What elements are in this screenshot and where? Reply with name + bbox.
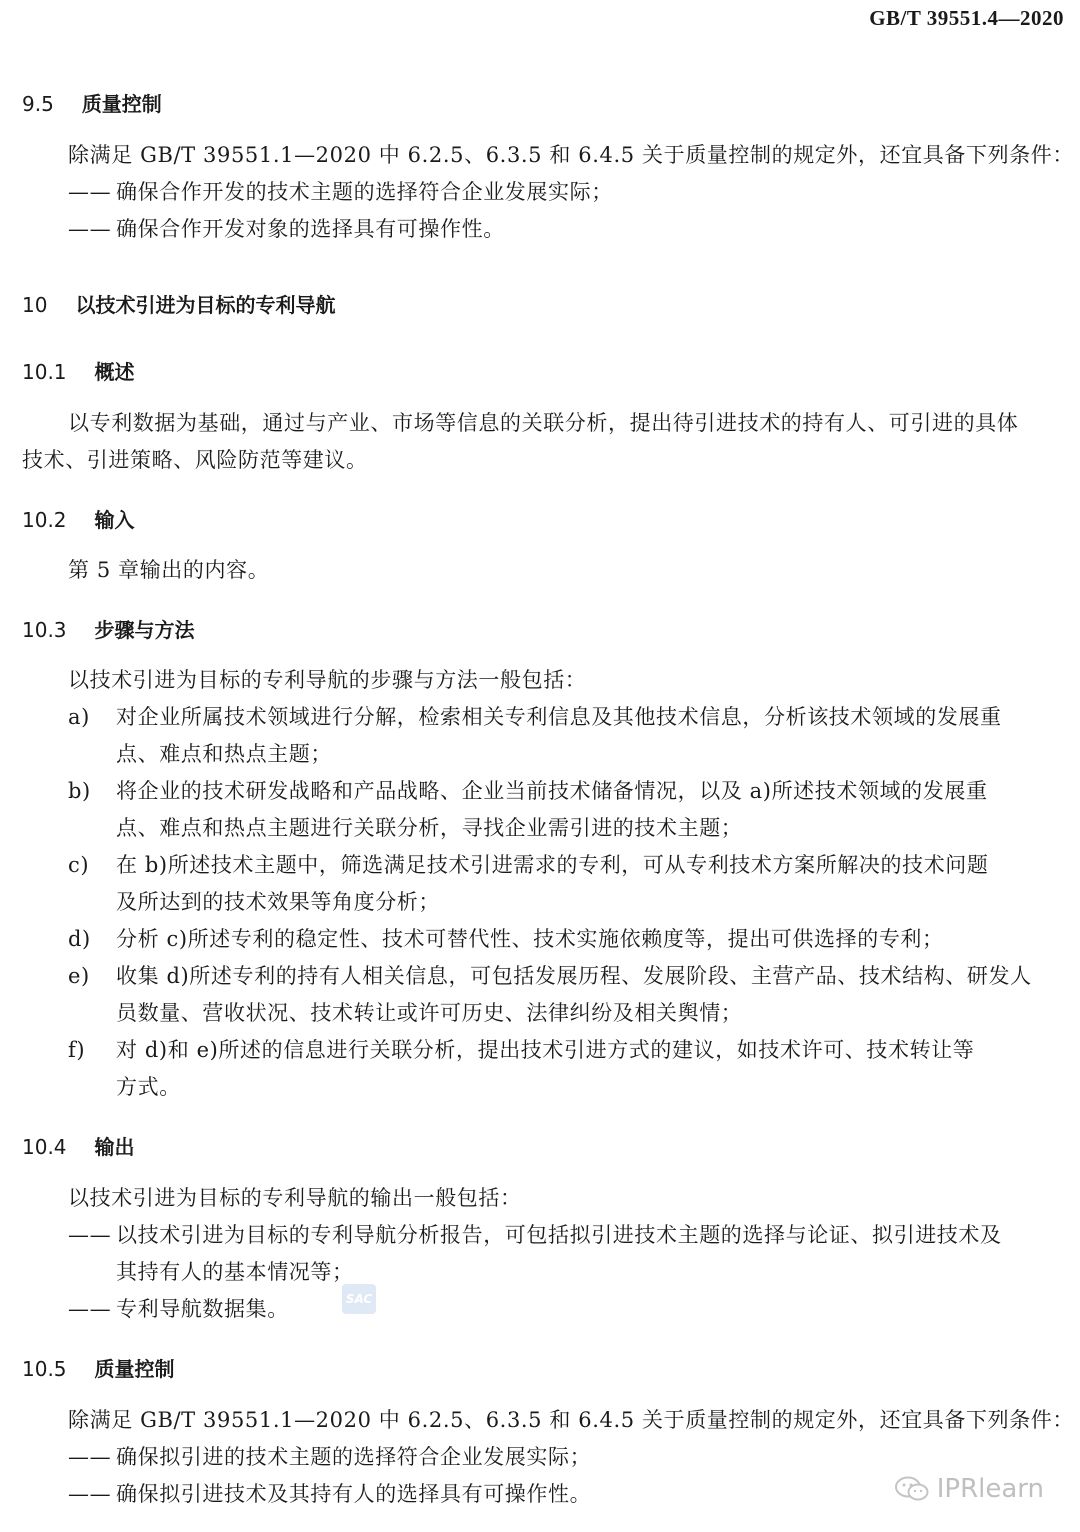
heading-10-3 (22, 614, 195, 643)
dash-item: —— 专利导航数据集。 (68, 1297, 289, 1321)
heading-10-2 (22, 504, 135, 533)
list-item-cont: 点、难点和热点主题进行关联分析，寻找企业需引进的技术主题； (116, 816, 743, 840)
section-number: 10.3 (22, 618, 67, 642)
section-title: 质量控制 (81, 92, 162, 116)
section-title: 步骤与方法 (94, 618, 195, 642)
dash-item: —— 确保拟引进技术及其持有人的选择具有可操作性。 (68, 1482, 592, 1506)
dash-item: —— 确保合作开发的技术主题的选择符合企业发展实际； (68, 180, 613, 204)
paragraph: 除满足 GB/T 39551.1—2020 中 6.2.5、6.3.5 和 6.4.5 关于质量控制的规定外，还宜具备下列条件： (68, 1408, 1074, 1432)
wechat-icon (895, 1476, 929, 1502)
list-item: d) 分析 c)所述专利的稳定性、技术可替代性、技术实施依赖度等，提出可供选择的专利； (68, 927, 944, 951)
heading-10-5 (22, 1353, 175, 1382)
section-title: 质量控制 (94, 1357, 175, 1381)
wechat-account-name: IPRlearn (936, 1474, 1044, 1504)
paragraph: 第 5 章输出的内容。 (68, 558, 270, 582)
section-title: 输出 (94, 1135, 135, 1159)
section-number: 10.5 (22, 1357, 67, 1381)
section-number: 9.5 (22, 92, 54, 116)
list-item: f) 对 d)和 e)所述的信息进行关联分析，提出技术引进方式的建议，如技术许可、技术转让等 (68, 1038, 975, 1062)
dash-item: —— 确保合作开发对象的选择具有可操作性。 (68, 217, 505, 241)
heading-10-1 (22, 356, 135, 385)
heading-10-4 (22, 1131, 135, 1160)
section-number: 10.4 (22, 1135, 67, 1159)
section-title: 概述 (94, 360, 135, 384)
list-item: c) 在 b)所述技术主题中，筛选满足技术引进需求的专利，可从专利技术方案所解决的技术问题 (68, 853, 989, 877)
list-item-cont: 员数量、营收状况、技术转让或许可历史、法律纠纷及相关舆情； (116, 1001, 743, 1025)
section-number: 10.2 (22, 508, 67, 532)
section-title: 以技术引进为目标的专利导航 (75, 293, 336, 317)
paragraph: 以专利数据为基础，通过与产业、市场等信息的关联分析，提出待引进技术的持有人、可引进的具体 (68, 411, 1019, 435)
section-title: 输入 (94, 508, 135, 532)
standard-code: GB/T 39551.4—2020 (869, 6, 1064, 30)
list-item: b) 将企业的技术研发战略和产品战略、企业当前技术储备情况，以及 a)所述技术领域的发展重 (68, 779, 988, 803)
sac-watermark: SAC (342, 1284, 376, 1314)
list-item: a) 对企业所属技术领域进行分解，检索相关专利信息及其他技术信息，分析该技术领域的发展重 (68, 705, 1002, 729)
dash-item-cont: 其持有人的基本情况等； (116, 1260, 354, 1284)
section-number: 10.1 (22, 360, 67, 384)
dash-item: —— 确保拟引进的技术主题的选择符合企业发展实际； (68, 1445, 592, 1469)
list-item-cont: 及所达到的技术效果等角度分析； (116, 890, 440, 914)
section-number: 10 (22, 293, 48, 317)
paragraph: 以技术引进为目标的专利导航的步骤与方法一般包括： (68, 668, 587, 692)
paragraph: 以技术引进为目标的专利导航的输出一般包括： (68, 1186, 522, 1210)
list-item-cont: 点、难点和热点主题； (116, 742, 332, 766)
list-item: e) 收集 d)所述专利的持有人相关信息，可包括发展历程、发展阶段、主营产品、技术结构、研发人 (68, 964, 1032, 988)
dash-item: —— 以技术引进为目标的专利导航分析报告，可包括拟引进技术主题的选择与论证、拟引进技术及 (68, 1223, 1002, 1247)
heading-10 (22, 289, 335, 318)
paragraph-cont: 技术、引进策略、风险防范等建议。 (22, 448, 368, 472)
list-item-cont: 方式。 (116, 1075, 181, 1099)
paragraph: 除满足 GB/T 39551.1—2020 中 6.2.5、6.3.5 和 6.4.5 关于质量控制的规定外，还宜具备下列条件： (68, 143, 1074, 167)
wechat-watermark (895, 1474, 1044, 1504)
heading-9-5 (22, 88, 162, 117)
